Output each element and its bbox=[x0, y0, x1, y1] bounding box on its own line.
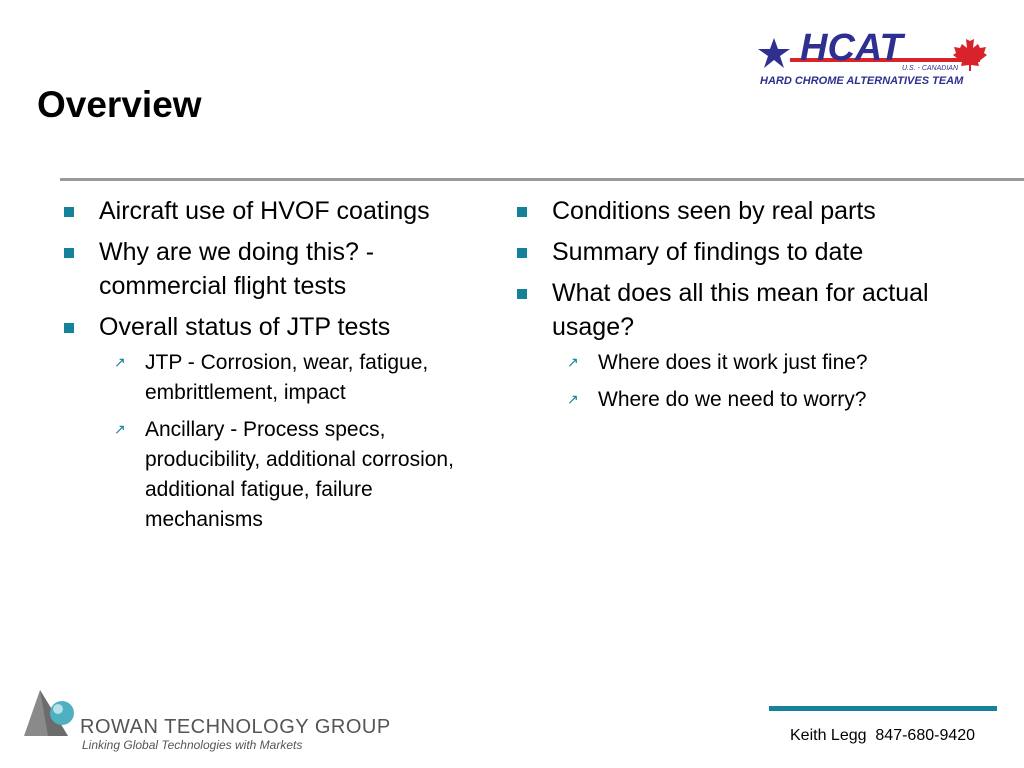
bullet-text: Overall status of JTP tests bbox=[99, 313, 391, 341]
footer-divider bbox=[769, 706, 997, 711]
title-divider bbox=[60, 178, 1024, 181]
hcat-tagline: HARD CHROME ALTERNATIVES TEAM bbox=[760, 75, 964, 87]
bullet-text: Summary of findings to date bbox=[552, 238, 864, 266]
sub-bullet-text: Where does it work just fine? bbox=[598, 351, 868, 374]
bullet-text: Why are we doing this? - commercial flight tests bbox=[99, 238, 375, 300]
sub-bullet-text: JTP - Corrosion, wear, fatigue, embrittlement, impact bbox=[145, 351, 429, 404]
sub-bullet-item bbox=[99, 348, 492, 408]
globe-icon bbox=[50, 701, 74, 725]
square-bullet-icon bbox=[64, 323, 74, 333]
right-bullet-list bbox=[515, 194, 985, 415]
hcat-wordmark: HCAT bbox=[800, 27, 903, 69]
arrow-bullet-icon: ↗ bbox=[114, 354, 126, 370]
bullet-item bbox=[515, 194, 985, 228]
sub-bullet-list bbox=[552, 348, 985, 415]
bullet-item bbox=[62, 310, 492, 535]
left-column bbox=[62, 194, 492, 542]
hcat-logo bbox=[752, 24, 996, 90]
arrow-bullet-icon: ↗ bbox=[567, 391, 579, 407]
square-bullet-icon bbox=[64, 248, 74, 258]
arrow-bullet-icon: ↗ bbox=[567, 354, 579, 370]
arrow-bullet-icon: ↗ bbox=[114, 421, 126, 437]
bullet-item bbox=[62, 194, 492, 228]
sub-bullet-list bbox=[99, 348, 492, 535]
square-bullet-icon bbox=[517, 289, 527, 299]
right-column bbox=[515, 194, 985, 422]
bullet-item bbox=[62, 235, 492, 303]
company-name: ROWAN TECHNOLOGY GROUP bbox=[80, 716, 391, 738]
square-bullet-icon bbox=[517, 248, 527, 258]
sub-bullet-item bbox=[99, 415, 492, 535]
square-bullet-icon bbox=[517, 207, 527, 217]
hcat-subtitle: U.S. - CANADIAN bbox=[902, 65, 959, 72]
maple-leaf-icon bbox=[953, 34, 987, 71]
bullet-item bbox=[515, 235, 985, 269]
company-tagline: Linking Global Technologies with Markets bbox=[82, 738, 303, 752]
star-icon bbox=[758, 38, 790, 68]
square-bullet-icon bbox=[64, 207, 74, 217]
footer-contact: Keith Legg 847-680-9420 bbox=[790, 727, 976, 744]
bullet-text: What does all this mean for actual usage? bbox=[552, 279, 929, 341]
sub-bullet-item bbox=[552, 385, 985, 415]
left-bullet-list bbox=[62, 194, 492, 535]
bullet-text: Conditions seen by real parts bbox=[552, 197, 876, 225]
sub-bullet-text: Where do we need to worry? bbox=[598, 388, 867, 411]
bullet-text: Aircraft use of HVOF coatings bbox=[99, 197, 430, 225]
sub-bullet-text: Ancillary - Process specs, producibility, additional corrosion, additional fatigue, failure mechanisms bbox=[145, 418, 454, 531]
sub-bullet-item bbox=[552, 348, 985, 378]
bullet-item bbox=[515, 276, 985, 415]
slide-title: Overview bbox=[37, 84, 202, 125]
